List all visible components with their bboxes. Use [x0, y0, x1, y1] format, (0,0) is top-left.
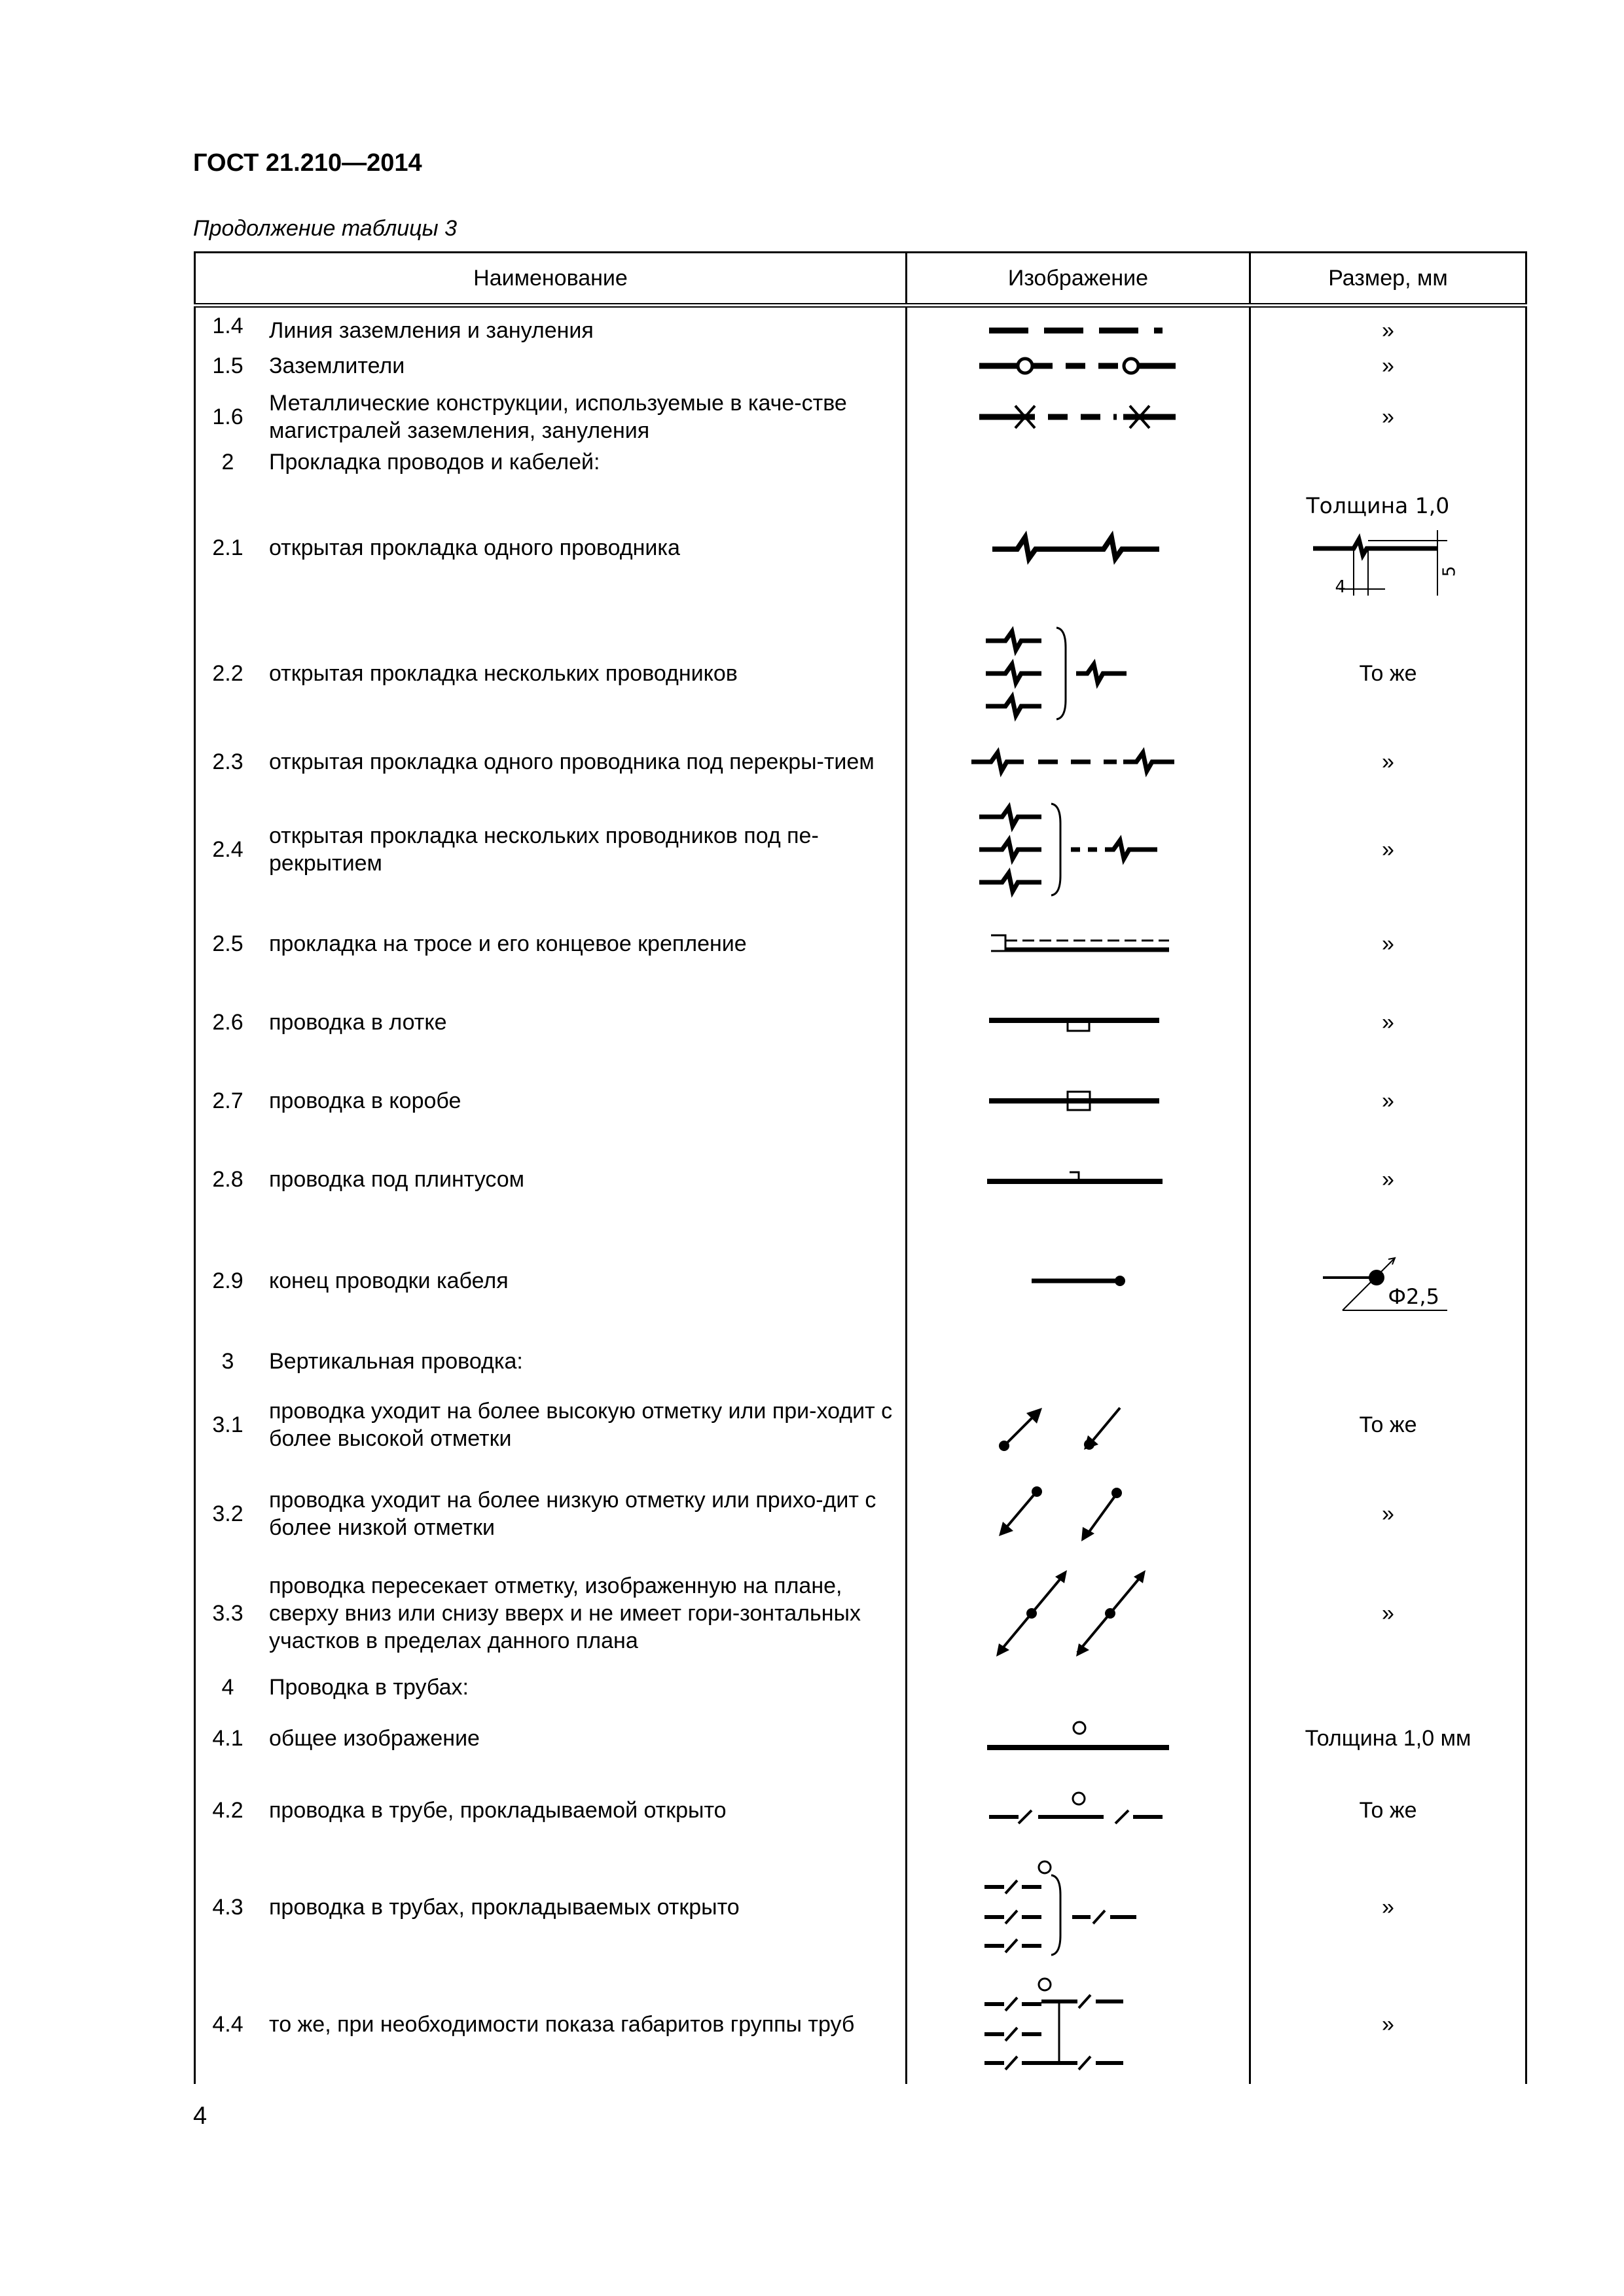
row-name-cell [195, 478, 907, 618]
row-name-cell [195, 1706, 907, 1771]
symbols-table [194, 251, 1527, 2084]
table-row [195, 1343, 1526, 1380]
row-image-cell [907, 1706, 1250, 1771]
row-name-cell [195, 1470, 907, 1558]
row-text: открытая прокладка нескольких проводников под пе-рекрытием [269, 823, 819, 876]
row-size-cell: » [1250, 729, 1526, 795]
vertical-down-icon [907, 1481, 1251, 1547]
row-size-cell: » [1250, 1470, 1526, 1558]
thickness-dimension-icon [1307, 524, 1470, 602]
row-number: 1.6 [212, 404, 244, 429]
row-text: проводка под плинтусом [269, 1167, 525, 1192]
table-row [195, 1470, 1526, 1558]
row-image-cell [907, 1062, 1250, 1140]
row-text: конец проводки кабеля [269, 1268, 509, 1293]
row-name-cell [195, 795, 907, 905]
row-text: открытая прокладка нескольких проводников [269, 661, 738, 686]
page-number: 4 [193, 2102, 208, 2130]
row-size-cell: » [1250, 306, 1526, 345]
diameter-label: Ф2,5 [1388, 1284, 1439, 1309]
row-image-cell [907, 1470, 1250, 1558]
row-image-cell [907, 983, 1250, 1062]
dimension-b: 5 [1439, 565, 1459, 577]
row-image-cell [907, 1965, 1250, 2084]
row-size-cell: » [1250, 1140, 1526, 1219]
row-text: проводка в лотке [269, 1010, 447, 1035]
row-number: 4.4 [212, 2012, 244, 2037]
pipe-general-icon [907, 1719, 1251, 1758]
table-row [195, 1558, 1526, 1669]
vertical-pass-through-icon [907, 1568, 1251, 1659]
row-size-cell: То же [1250, 618, 1526, 729]
row-number: 3 [221, 1349, 234, 1374]
wiring-in-tray-icon [907, 1006, 1251, 1039]
row-size-cell: » [1250, 1965, 1526, 2084]
row-size-cell: » [1250, 795, 1526, 905]
table-row [195, 1965, 1526, 2084]
row-text: Линия заземления и зануления [269, 318, 594, 343]
row-text: проводка пересекает отметку, изображенную на плане, сверху вниз или снизу вверх и не имеет гори-зонтальных участков в пределах данного плана [269, 1573, 861, 1653]
table-row [195, 729, 1526, 795]
row-text: проводка в коробе [269, 1088, 461, 1113]
row-image-cell [907, 1140, 1250, 1219]
row-text: общее изображение [269, 1726, 480, 1751]
row-image-cell [907, 1219, 1250, 1343]
row-name-cell [195, 1140, 907, 1219]
row-number: 4 [221, 1675, 234, 1700]
column-header-size: Размер, мм [1250, 253, 1526, 306]
row-size-cell: » [1250, 905, 1526, 983]
row-size-cell: То же [1250, 1771, 1526, 1850]
row-name-cell [195, 1380, 907, 1470]
row-image-cell [907, 306, 1250, 345]
row-image-cell [907, 478, 1250, 618]
row-name-cell [195, 618, 907, 729]
row-name-cell [195, 1062, 907, 1140]
row-image-cell [907, 344, 1250, 387]
row-name-cell [195, 905, 907, 983]
row-size-cell: » [1250, 1558, 1526, 1669]
row-image-cell [907, 1343, 1250, 1380]
row-image-cell [907, 729, 1250, 795]
row-number: 1.4 [212, 314, 244, 338]
table-row [195, 387, 1526, 446]
table-row [195, 1706, 1526, 1771]
row-number: 4.1 [212, 1726, 244, 1751]
row-number: 3.2 [212, 1501, 244, 1526]
vertical-up-icon [907, 1392, 1251, 1458]
pipes-group-dimensions-icon [907, 1975, 1251, 2073]
row-size-cell: » [1250, 1062, 1526, 1140]
row-text: то же, при необходимости показа габаритов группы труб [269, 2012, 855, 2037]
thickness-label: Толщина 1,0 [1306, 493, 1450, 518]
pipes-open-icon [907, 1858, 1251, 1956]
row-number: 2.7 [212, 1088, 244, 1113]
row-name-cell [195, 1965, 907, 2084]
table-row [195, 1380, 1526, 1470]
table-row [195, 618, 1526, 729]
row-number: 2.6 [212, 1010, 244, 1035]
row-name-cell [195, 387, 907, 446]
earth-electrode-line-icon [907, 353, 1251, 379]
table-row [195, 446, 1526, 478]
row-image-cell [907, 905, 1250, 983]
thickness-dimension-drawing [1307, 492, 1470, 603]
table-row [195, 795, 1526, 905]
row-name-cell [195, 1669, 907, 1706]
multi-conductor-open-icon [907, 621, 1251, 726]
row-text: Металлические конструкции, используемые в каче-стве магистралей заземления, зануления [269, 391, 847, 443]
row-image-cell [907, 446, 1250, 478]
row-number: 4.3 [212, 1895, 244, 1920]
row-number: 2.1 [212, 535, 244, 560]
row-number: 2.4 [212, 837, 244, 862]
row-text: открытая прокладка одного проводника [269, 535, 680, 560]
row-name-cell [195, 983, 907, 1062]
column-header-name: Наименование [195, 253, 907, 306]
row-image-cell [907, 387, 1250, 446]
row-number: 4.2 [212, 1798, 244, 1823]
multi-conductor-under-floor-icon [907, 797, 1251, 902]
row-number: 2.3 [212, 749, 244, 774]
row-text: Вертикальная проводка: [269, 1349, 523, 1374]
row-number: 3.3 [212, 1601, 244, 1626]
table-row [195, 1062, 1526, 1140]
row-name-cell [195, 729, 907, 795]
table-row [195, 1771, 1526, 1850]
row-text: проводка в трубах, прокладываемых открыто [269, 1895, 740, 1920]
row-image-cell [907, 1850, 1250, 1965]
row-size-cell [1250, 1343, 1526, 1380]
table-row [195, 983, 1526, 1062]
table-caption: Продолжение таблицы 3 [193, 216, 457, 241]
table-row [195, 344, 1526, 387]
cable-end-icon [907, 1265, 1251, 1297]
table-row [195, 306, 1526, 345]
row-image-cell [907, 1558, 1250, 1669]
row-text: Проводка в трубах: [269, 1675, 469, 1700]
row-text: проводка уходит на более низкую отметку или прихо-дит с более низкой отметки [269, 1488, 876, 1540]
table-row [195, 1850, 1526, 1965]
row-name-cell [195, 344, 907, 387]
row-size-cell [1250, 446, 1526, 478]
row-text: прокладка на тросе и его концевое крепление [269, 931, 747, 956]
row-name-cell [195, 1558, 907, 1669]
table-row [195, 1219, 1526, 1343]
row-name-cell [195, 1850, 907, 1965]
row-image-cell [907, 1380, 1250, 1470]
row-number: 2.8 [212, 1167, 244, 1192]
row-name-cell [195, 446, 907, 478]
table-row [195, 1669, 1526, 1706]
row-size-cell [1250, 1669, 1526, 1706]
pipe-open-icon [907, 1791, 1251, 1830]
row-image-cell [907, 1669, 1250, 1706]
row-size-cell: » [1250, 387, 1526, 446]
row-size-cell [1250, 1219, 1526, 1343]
wiring-in-duct-icon [907, 1085, 1251, 1117]
crossed-dash-line-icon [907, 401, 1251, 433]
row-text: проводка уходит на более высокую отметку или при-ходит с более высокой отметки [269, 1399, 893, 1451]
row-text: проводка в трубе, прокладываемой открыто [269, 1798, 727, 1823]
dimension-a: 4 [1335, 577, 1346, 597]
table-row [195, 1140, 1526, 1219]
row-name-cell [195, 1343, 907, 1380]
table-row [195, 478, 1526, 618]
table-row [195, 905, 1526, 983]
row-size-cell: Толщина 1,0 мм [1250, 1706, 1526, 1771]
single-conductor-open-icon [907, 528, 1251, 567]
row-size-cell [1250, 478, 1526, 618]
cable-on-wire-rope-icon [907, 927, 1251, 960]
row-text: Прокладка проводов и кабелей: [269, 450, 600, 475]
diameter-dimension-drawing [1323, 1245, 1454, 1317]
dash-line-icon [907, 317, 1251, 344]
column-header-image: Изображение [907, 253, 1250, 306]
row-size-cell: » [1250, 983, 1526, 1062]
row-number: 2.2 [212, 661, 244, 686]
row-number: 1.5 [212, 353, 244, 378]
table-header-row [195, 253, 1526, 306]
row-name-cell [195, 306, 907, 345]
row-number: 2.5 [212, 931, 244, 956]
row-text: открытая прокладка одного проводника под перекры-тием [269, 749, 875, 774]
row-image-cell [907, 618, 1250, 729]
row-size-cell: То же [1250, 1380, 1526, 1470]
row-number: 2.9 [212, 1268, 244, 1293]
row-size-cell: » [1250, 1850, 1526, 1965]
row-number: 2 [221, 450, 234, 475]
document-code: ГОСТ 21.210—2014 [193, 149, 422, 177]
row-number: 3.1 [212, 1412, 244, 1437]
single-conductor-under-floor-icon [907, 745, 1251, 778]
row-image-cell [907, 1771, 1250, 1850]
row-text: Заземлители [269, 353, 405, 378]
wiring-under-skirting-icon [907, 1163, 1251, 1196]
row-name-cell [195, 1771, 907, 1850]
row-name-cell [195, 1219, 907, 1343]
row-image-cell [907, 795, 1250, 905]
row-size-cell: » [1250, 344, 1526, 387]
